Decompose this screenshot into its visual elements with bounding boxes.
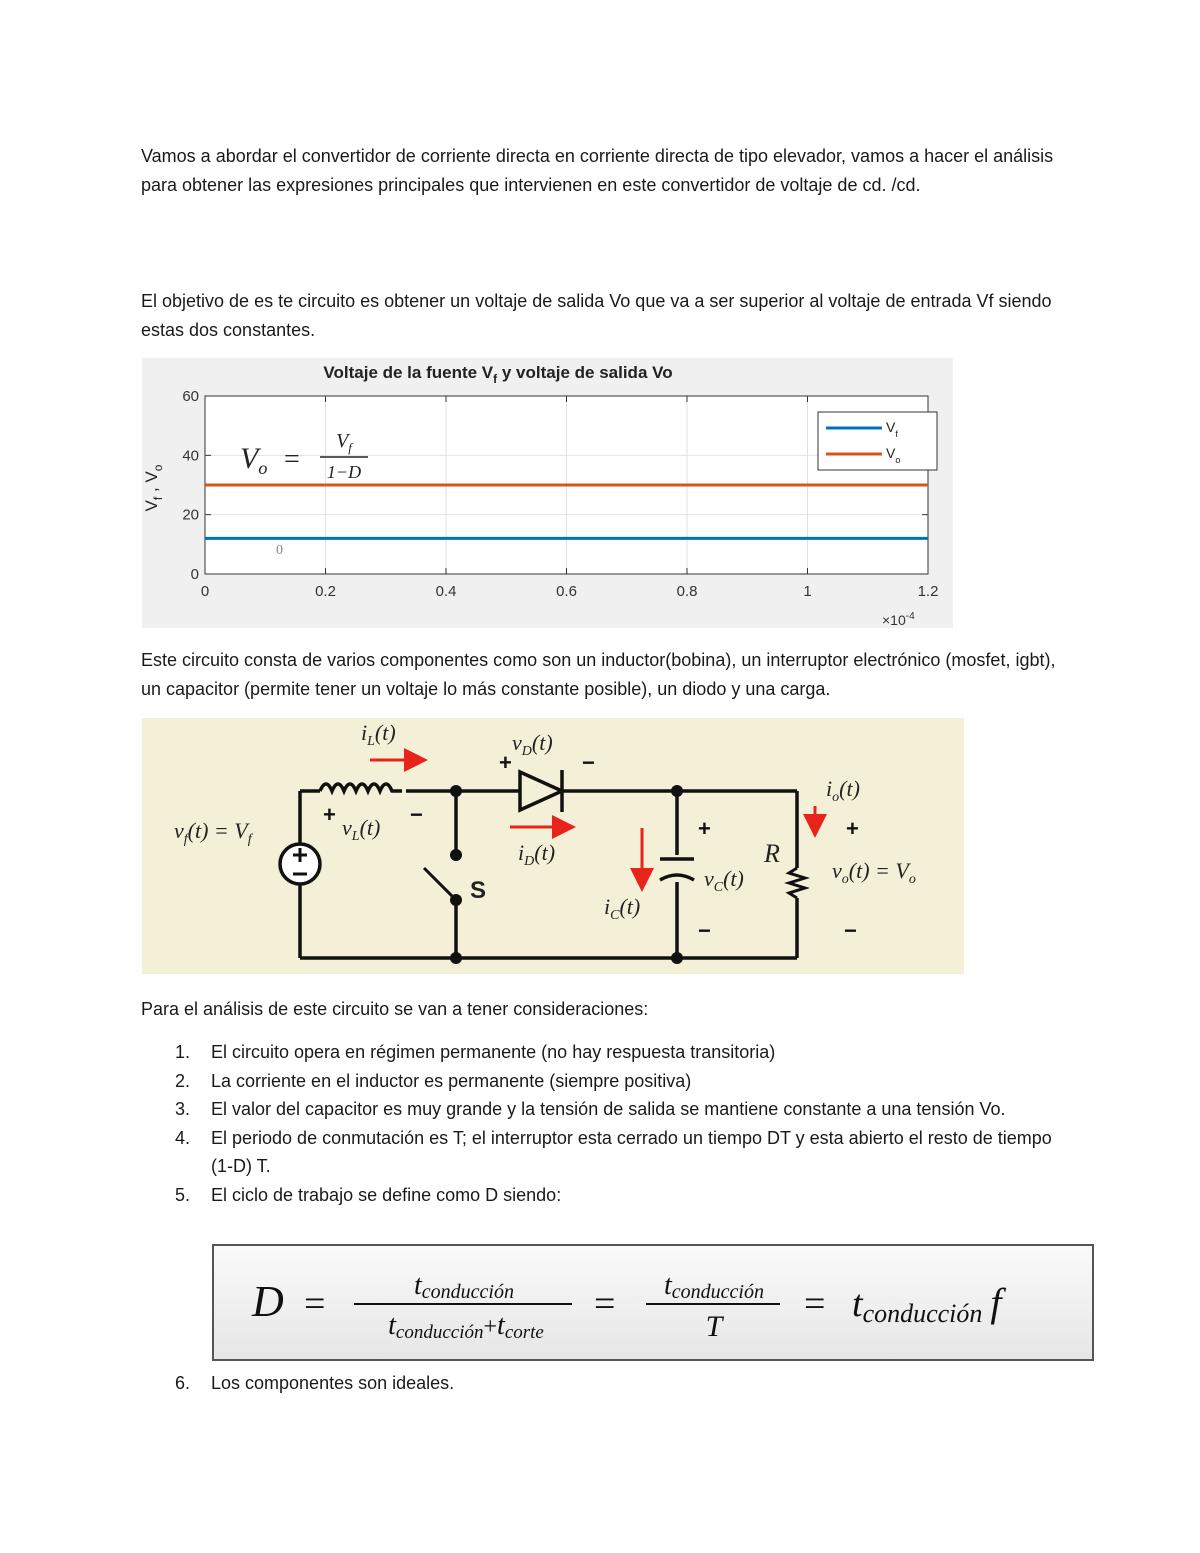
vD-plus: + [499, 750, 512, 775]
eq-equals-2: = [594, 1283, 616, 1325]
R-label: R [764, 839, 780, 868]
vL-minus: − [410, 802, 423, 827]
list-item-6 [141, 1369, 1056, 1398]
vD-label: $v_D(t)$ [512, 730, 553, 759]
svg-text:=: = [284, 444, 300, 475]
eq-equals-3: = [804, 1283, 826, 1325]
list-item-number: 3. [175, 1099, 191, 1119]
list-item [141, 1124, 1056, 1181]
list-item-text: El valor del capacitor es muy grande y la tensión de salida se mantiene constante a una tensión Vo. [211, 1099, 1006, 1119]
x-tick-label: 1.2 [917, 583, 939, 600]
vo-minus: − [844, 918, 857, 943]
vo-label: $v_o(t) = V_o$ [832, 858, 916, 887]
objective-paragraph: El objetivo de es te circuito es obtener un voltaje de salida Vo que va a ser superior al voltaje de entrada Vf siendo estas dos constantes. [141, 291, 1052, 340]
stray-mark: 0 [276, 543, 283, 558]
vo-plus: + [846, 816, 859, 841]
list-item-text: El periodo de conmutación es T; el interruptor esta cerrado un tiempo DT y esta abierto el resto de tiempo (1-D) T. [211, 1127, 1052, 1176]
vf-label: $v_f(t) = V_f$ [174, 818, 252, 847]
junction-nodes [450, 785, 683, 964]
eq-D: D [252, 1277, 284, 1326]
chart-legend [818, 412, 937, 470]
considerations-list [141, 1038, 1056, 1209]
x-multiplier: $\times 10^{-4}$ [882, 611, 915, 628]
list-item-number: 2. [175, 1070, 191, 1091]
x-tick-label: 0.6 [556, 583, 577, 600]
x-tick-label: 0.4 [435, 583, 457, 600]
vC-minus: − [698, 918, 711, 943]
iL-label: $i_L(t)$ [361, 720, 396, 749]
svg-text:Vf: $V_f$ [336, 430, 352, 455]
eq-rhs: tconducción f [852, 1280, 1002, 1328]
intro-paragraph: Vamos a abordar el convertidor de corriente directa en corriente directa de tipo elevador, vamos a hacer el análisis para obtener las expresiones principales que intervienen en este convertidor de voltaje de cd. /cd. [141, 146, 1054, 195]
iC-label: $i_C(t)$ [604, 894, 641, 923]
vC-plus: + [698, 816, 711, 841]
list-item-text: La corriente en el inductor es permanente (siempre positiva) [211, 1070, 692, 1091]
x-tick-label: 0.8 [676, 583, 698, 600]
list-item [141, 1067, 1056, 1096]
io-label: $i_o(t)$ [826, 776, 860, 805]
eq-frac2-num: tconducción [664, 1270, 764, 1303]
capacitor [660, 859, 694, 880]
list-item-number: 6. [175, 1373, 191, 1393]
y-tick-label: 40 [182, 447, 199, 465]
diode [520, 770, 562, 812]
voltage-chart [142, 358, 953, 628]
duty-cycle-equation [212, 1244, 1094, 1361]
list-item-number: 4. [175, 1127, 191, 1148]
list-item-text: El circuito opera en régimen permanente (no hay respuesta transitoria) [211, 1042, 776, 1062]
list-item-text: Los componentes son ideales. [211, 1373, 455, 1393]
list-item-text: El ciclo de trabajo se define como D siendo: [211, 1184, 562, 1205]
vL-label: $v_L(t)$ [342, 815, 381, 844]
list-item-number: 1. [175, 1042, 191, 1062]
list-item [141, 1038, 1056, 1067]
eq-T: T [705, 1310, 723, 1343]
switch [424, 849, 462, 906]
vC-label: $v_C(t)$ [704, 866, 744, 895]
eq-frac1-den: tconducción+tcorte [388, 1310, 544, 1343]
switch-label: S [470, 877, 487, 904]
x-tick-label: 1 [803, 583, 812, 600]
y-tick-label: 20 [182, 506, 199, 524]
boost-converter-circuit [142, 718, 964, 974]
svg-text:1−D: 1−D [326, 462, 362, 482]
list-item [141, 1181, 1056, 1210]
chart-title: Voltaje de la fuente $V_f$ y voltaje de salida Vo [323, 363, 673, 386]
circuit-diagram-svg [142, 718, 964, 974]
x-tick-label: 0.2 [315, 583, 336, 600]
list-item [141, 1095, 1056, 1124]
iD-label: $i_D(t)$ [518, 840, 556, 869]
inductor-coil [320, 784, 402, 791]
vD-minus: − [582, 750, 595, 775]
legend-label-vf: $V_f$ [886, 419, 898, 439]
eq-frac1-num: tconducción [414, 1270, 514, 1303]
considerations-intro: Para el análisis de este circuito se van a tener consideraciones: [141, 999, 649, 1019]
eq-equals-1: = [304, 1283, 326, 1325]
components-paragraph: Este circuito consta de varios componentes como son un inductor(bobina), un interruptor electrónico (mosfet, igbt), un capacitor (permite tener un voltaje lo más constante posible), un diodo y una carga. [141, 650, 1056, 699]
duty-cycle-equation-svg [214, 1246, 1092, 1359]
y-tick-label: 0 [190, 566, 199, 583]
svg-text:Vo: $V_o$ [240, 442, 268, 478]
list-item-number: 5. [175, 1184, 191, 1205]
voltage-chart-svg [142, 358, 953, 628]
resistor [789, 868, 805, 898]
y-tick-label: 60 [182, 388, 199, 405]
y-axis-label: $V_f$ , $V_o$ [142, 464, 165, 512]
vL-plus: + [323, 802, 336, 827]
legend-label-vo: $V_o$ [886, 445, 901, 465]
x-tick-label: 0 [200, 583, 210, 600]
voltage-source [280, 844, 320, 884]
